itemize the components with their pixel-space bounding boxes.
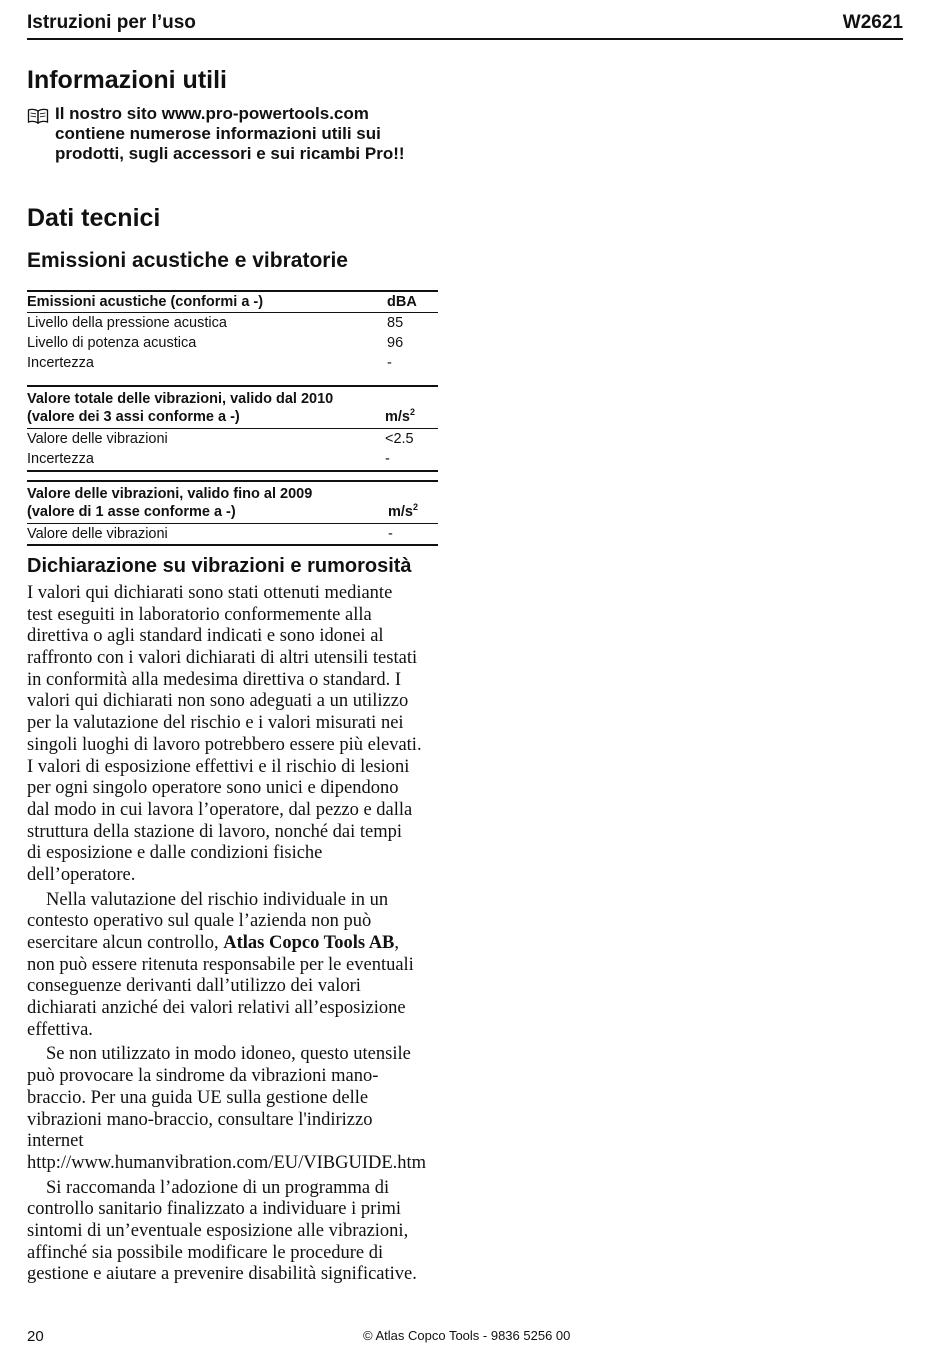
row-label: Livello della pressione acustica — [27, 315, 227, 331]
noise-table — [27, 290, 438, 373]
text-line: gestione e aiutare a prevenire disabilità significative. — [27, 1264, 417, 1285]
table-row — [27, 313, 438, 333]
info-line: contiene numerose informazioni utili sui — [55, 124, 381, 143]
vibration-2010-table — [27, 385, 438, 472]
text-line: direttiva o agli standard indicati e sono idonei al — [27, 626, 384, 647]
header-line: Valore delle vibrazioni, valido fino al 2009 — [27, 486, 313, 502]
header-line: (valore di 1 asse conforme a -) — [27, 504, 236, 520]
book-icon — [27, 108, 49, 124]
text-line: I valori di esposizione effettivi e il rischio di lesioni — [27, 756, 410, 777]
text-line: Nella valutazione del rischio individuale in un — [46, 889, 389, 910]
table-row — [27, 333, 438, 353]
declaration-text — [27, 583, 439, 1286]
document-title: Istruzioni per l’uso — [27, 12, 196, 33]
info-text — [55, 104, 405, 164]
header-line: (valore dei 3 assi conforme a -) — [27, 409, 240, 425]
text-span: esercitare alcun controllo, — [27, 933, 224, 953]
text-line: struttura della stazione di lavoro, nonché dai tempi — [27, 821, 403, 842]
table-header-row — [27, 485, 438, 523]
info-line: prodotti, sugli accessori e sui ricambi Pro!! — [55, 144, 405, 163]
unit-exponent: 2 — [410, 407, 416, 418]
text-line: valori qui dichiarati non sono adeguati a un utilizzo — [27, 691, 409, 712]
table-row — [27, 353, 438, 373]
guide-url: http://www.humanvibration.com/EU/VIBGUIDE.htm — [27, 1152, 427, 1173]
text-line: per ogni singolo operatore sono unici e dipendono — [27, 778, 399, 799]
unit: m/s — [388, 504, 413, 520]
text-line: test eseguiti in laboratorio conformemente alla — [27, 604, 372, 625]
vibration-2009-table — [27, 480, 438, 546]
text-line: dichiarati anziché dei valori relativi all’esposizione — [27, 998, 406, 1019]
paragraph-3 — [27, 1044, 439, 1174]
text-line: Si raccomanda l’adozione di un programma di — [46, 1177, 390, 1198]
unit-exponent: 2 — [413, 502, 419, 513]
text-line: in conformità alla medesima direttiva o standard. I — [27, 669, 401, 690]
row-label: Incertezza — [27, 355, 94, 371]
text-line: può provocare la sindrome da vibrazioni mano- — [27, 1066, 379, 1087]
text-line: Se non utilizzato in modo idoneo, questo utensile — [46, 1044, 411, 1065]
row-label: Livello di potenza acustica — [27, 335, 197, 351]
table-rule — [27, 480, 438, 482]
company-name: Atlas Copco Tools AB — [223, 933, 395, 953]
declaration-heading: Dichiarazione su vibrazioni e rumorosità — [27, 555, 412, 577]
text-line: per la valutazione del rischio e i valori misurati nei — [27, 713, 404, 734]
tech-subheading: Emissioni acustiche e vibratorie — [27, 249, 348, 272]
header-unit — [388, 503, 418, 521]
header-label — [27, 485, 312, 521]
text-line: controllo sanitario finalizzato a individuare i primi — [27, 1199, 401, 1220]
copyright-footer: © Atlas Copco Tools - 9836 5256 00 — [363, 1328, 571, 1343]
table-rule — [27, 544, 438, 546]
header-label: Emissioni acustiche (conformi a -) — [27, 294, 264, 310]
page-number: 20 — [27, 1328, 44, 1345]
table-header-row — [27, 390, 438, 428]
info-heading: Informazioni utili — [27, 66, 227, 94]
text-line: raffronto con i valori dichiarati di altri utensili testati — [27, 648, 418, 669]
text-span: , — [394, 933, 400, 953]
page-header — [27, 12, 903, 40]
paragraph-1 — [27, 583, 439, 887]
header-unit — [385, 408, 415, 426]
text-line: I valori qui dichiarati sono stati ottenuti mediante — [27, 583, 393, 603]
text-line: vibrazioni mano-braccio, consultare l'indirizzo — [27, 1109, 373, 1130]
header-line: Valore totale delle vibrazioni, valido dal 2010 — [27, 391, 334, 407]
row-value: 96 — [387, 335, 404, 351]
paragraph-4 — [27, 1178, 439, 1286]
row-value: - — [387, 355, 392, 371]
text-line: internet — [27, 1131, 84, 1152]
row-label: Valore delle vibrazioni — [27, 526, 168, 542]
row-value: <2.5 — [385, 431, 414, 447]
header-unit: dBA — [387, 294, 417, 310]
row-label: Incertezza — [27, 451, 94, 467]
paragraph-2 — [27, 890, 439, 1042]
unit: m/s — [385, 409, 410, 425]
table-row — [27, 524, 438, 544]
text-line: braccio. Per una guida UE sulla gestione delle — [27, 1087, 369, 1108]
row-value: - — [385, 451, 390, 467]
row-value: - — [388, 526, 393, 542]
table-rule — [27, 470, 438, 472]
table-rule — [27, 385, 438, 387]
text-line: conseguenze derivanti dall’utilizzo dei valori — [27, 976, 361, 997]
table-header-row — [27, 292, 438, 312]
text-line — [27, 933, 439, 955]
row-value: 85 — [387, 315, 404, 331]
header-label — [27, 390, 333, 426]
model-code: W2621 — [842, 12, 903, 33]
tech-heading: Dati tecnici — [27, 204, 161, 232]
text-line: contesto operativo sul quale l’azienda non può — [27, 911, 372, 932]
table-row — [27, 429, 438, 449]
text-line: dal modo in cui lavora l’operatore, dal pezzo e dalla — [27, 799, 413, 820]
info-line: Il nostro sito www.pro-powertools.com — [55, 104, 369, 123]
text-line: di esposizione e dalle condizioni fisiche — [27, 843, 323, 864]
text-line: affinché sia possibile modificare le procedure di — [27, 1242, 384, 1263]
table-row — [27, 449, 438, 469]
text-line: effettiva. — [27, 1019, 93, 1040]
text-line: sintomi di un’eventuale esposizione alle vibrazioni, — [27, 1220, 409, 1241]
text-line: dell’operatore. — [27, 864, 136, 885]
row-label: Valore delle vibrazioni — [27, 431, 168, 447]
text-line: non può essere ritenuta responsabile per le eventuali — [27, 954, 414, 975]
text-line: singoli luoghi di lavoro potrebbero essere più elevati. — [27, 734, 422, 755]
